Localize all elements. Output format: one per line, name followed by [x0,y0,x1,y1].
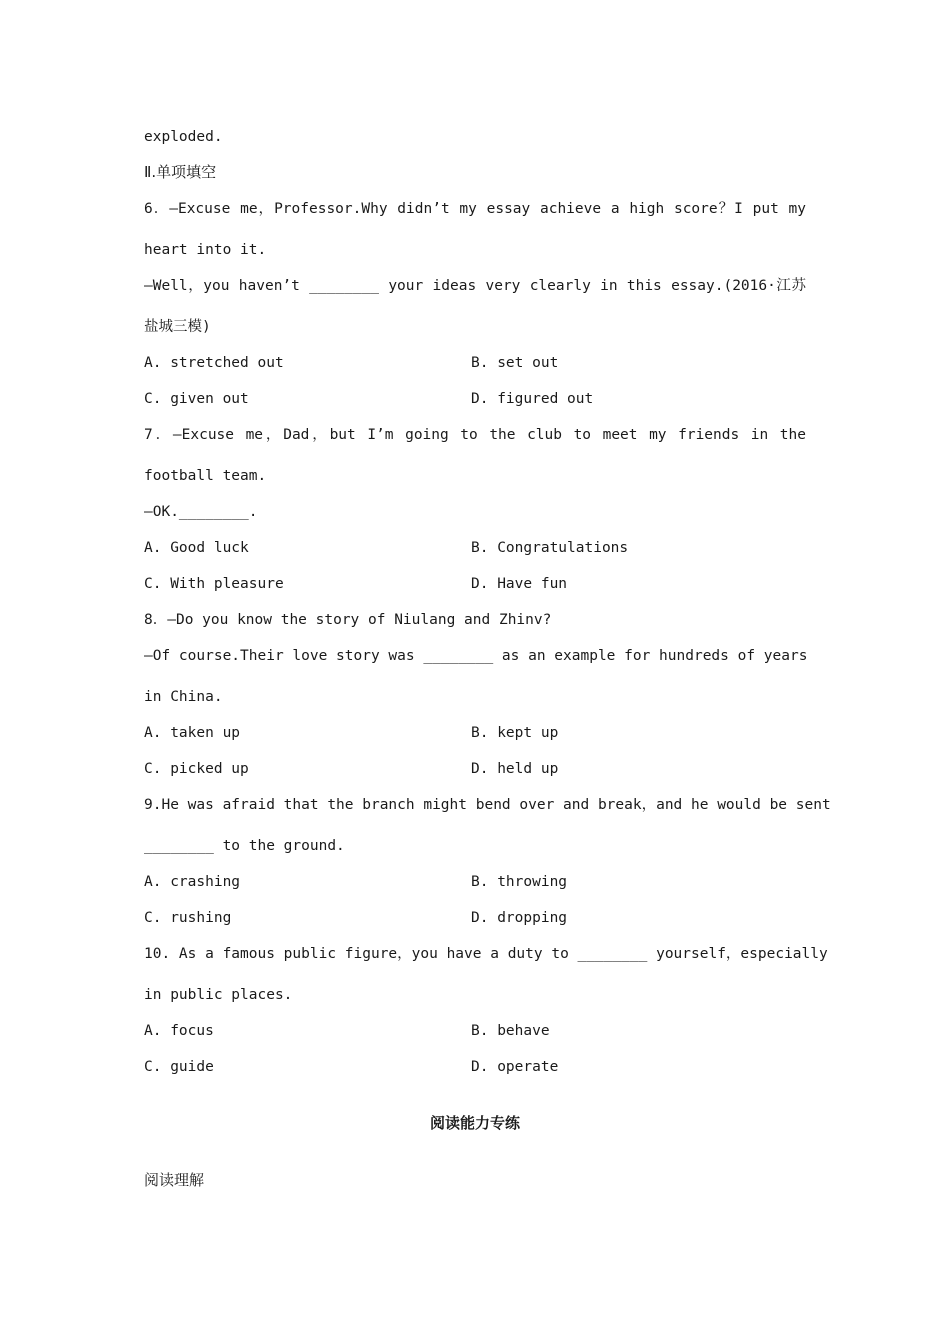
question-10-option-d: D. operate [471,1059,559,1075]
section-title: Ⅱ.单项填空 [144,163,217,181]
question-8-line-1: 8．—Do you know the story of Niulang and Zhinv? [144,612,552,628]
question-9-option-b: B. throwing [471,874,568,890]
question-6-line-3: —Well，you haven’t ________ your ideas very clearly in this essay.(2016·江苏 [144,278,806,294]
question-10-line-2: in public places. [144,987,293,1003]
question-7-option-a: A. Good luck [144,540,249,556]
question-7-line-2: football team. [144,468,267,484]
question-8-line-3: in China. [144,689,223,705]
question-7-line-3: —OK.________. [144,504,258,520]
question-9-line-1: 9.He was afraid that the branch might bend over and break，and he would be sent [144,797,831,813]
question-9-option-a: A. crashing [144,874,241,890]
question-8-option-c: C. picked up [144,761,249,777]
question-7-option-d: D. Have fun [471,576,568,592]
question-8-option-d: D. held up [471,761,559,777]
question-7-line-1: 7．—Excuse me，Dad，but I’m going to the club to meet my friends in the [144,427,806,443]
question-6-option-b: B. set out [471,355,559,371]
question-10-option-c: C. guide [144,1059,214,1075]
continuation-text: exploded. [144,129,223,145]
question-8-option-a: A. taken up [144,725,241,741]
question-10-option-a: A. focus [144,1023,214,1039]
question-10-option-b: B. behave [471,1023,550,1039]
reading-heading: 阅读能力专练 [429,1114,520,1132]
question-9-option-c: C. rushing [144,910,232,926]
question-6-option-a: A. stretched out [144,355,284,371]
question-7-option-b: B. Congratulations [471,540,629,556]
question-7-option-c: C. With pleasure [144,576,284,592]
question-6-option-d: D. figured out [471,391,594,407]
question-9-line-2: ________ to the ground. [144,838,345,854]
question-6-option-c: C. given out [144,391,249,407]
question-6-line-4: 盐城三模) [144,319,211,335]
reading-subheading: 阅读理解 [144,1171,205,1189]
question-10-line-1: 10. As a famous public figure，you have a duty to ________ yourself，especially [144,946,828,962]
question-9-option-d: D. dropping [471,910,568,926]
question-6-line-1: 6．—Excuse me，Professor.Why didn’t my essay achieve a high score？I put my [144,201,806,217]
question-8-option-b: B. kept up [471,725,559,741]
question-8-line-2: —Of course.Their love story was ________ as an example for hundreds of years [144,648,808,664]
question-6-line-2: heart into it. [144,242,267,258]
